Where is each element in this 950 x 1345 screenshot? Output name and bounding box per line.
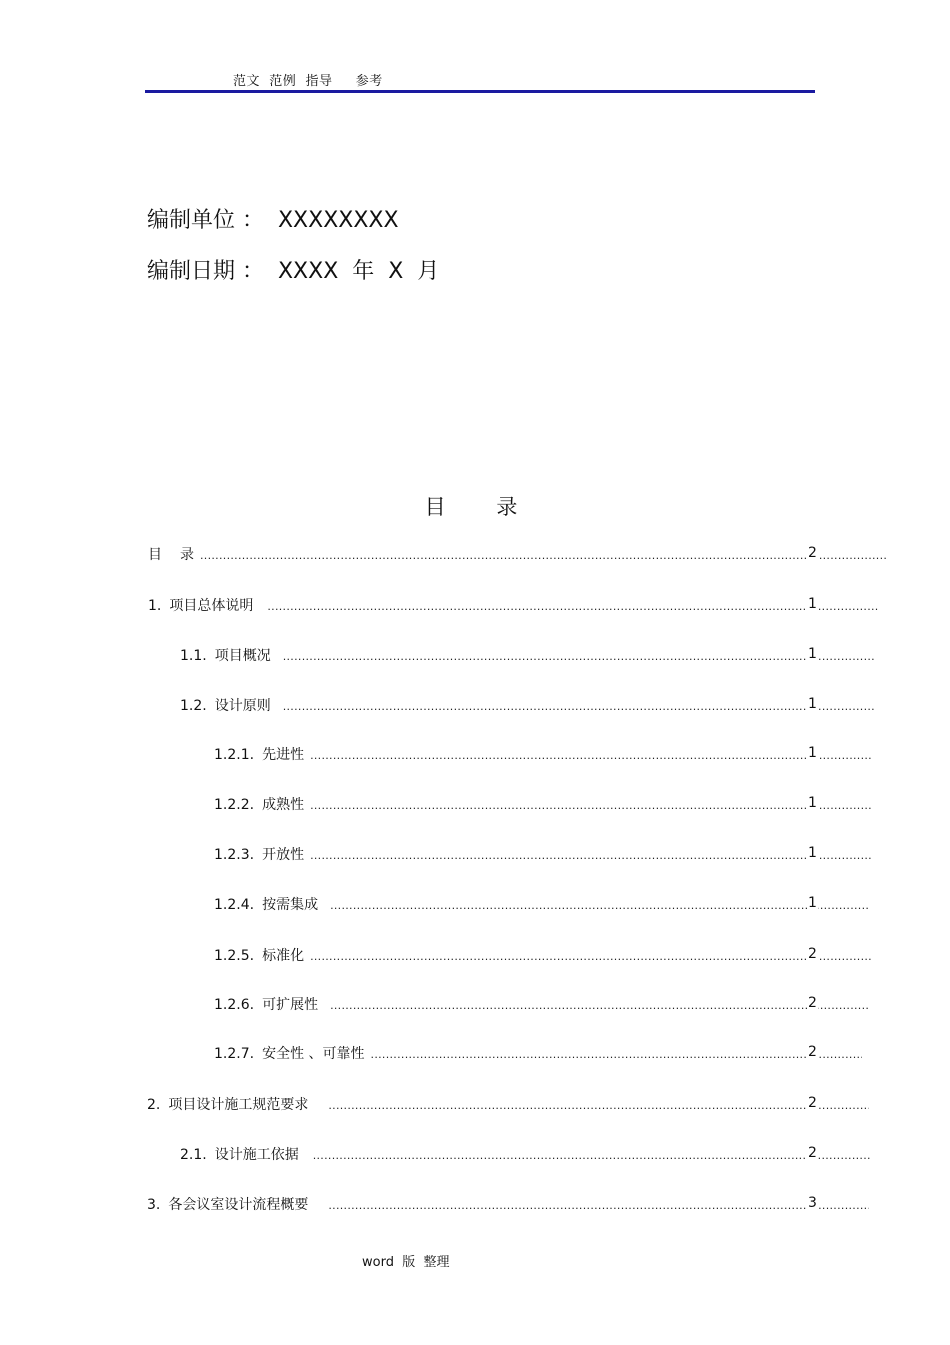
toc-entry-page: 2 xyxy=(808,1044,817,1060)
toc-entry-label: 可扩展性 xyxy=(262,997,319,1013)
toc-leader-dots xyxy=(310,796,871,816)
toc-leader-dots xyxy=(283,697,876,717)
toc-entry-2[interactable] xyxy=(147,1095,869,1115)
toc-entry-1-2-7[interactable] xyxy=(214,1044,862,1064)
toc-entry-page: 2 xyxy=(808,545,817,561)
toc-leader-dots xyxy=(371,1045,862,1065)
toc-entry-label: 标准化 xyxy=(262,948,305,964)
toc-leader-dots xyxy=(330,996,869,1016)
toc-entry-3[interactable] xyxy=(147,1195,869,1215)
header-rule xyxy=(145,90,815,93)
toc-entry-page: 1 xyxy=(808,646,817,662)
toc-entry-number: 1.2.2. xyxy=(214,797,255,813)
toc-entry-label: 设计施工依据 xyxy=(214,1147,299,1163)
toc-entry-label: 先进性 xyxy=(262,747,305,763)
toc-entry-number: 1.2.1. xyxy=(214,747,255,763)
toc-entry-number: 1.2.5. xyxy=(214,948,255,964)
toc-entry-label: 项目设计施工规范要求 xyxy=(168,1097,309,1113)
toc-leader-dots xyxy=(310,846,871,866)
toc-entry-contents[interactable] xyxy=(148,545,888,565)
toc-entry-number: 2. xyxy=(147,1097,161,1113)
toc-entry-label: 各会议室设计流程概要 xyxy=(168,1197,309,1213)
toc-entry-label: 项目总体说明 xyxy=(169,598,254,614)
toc-entry-1-2-2[interactable] xyxy=(214,795,871,815)
toc-entry-2-1[interactable] xyxy=(180,1145,871,1165)
toc-title: 目 录 xyxy=(424,495,540,519)
toc-entry-label: 设计原则 xyxy=(214,698,271,714)
toc-entry-number: 1.2.3. xyxy=(214,847,255,863)
toc-entry-page: 1 xyxy=(808,696,817,712)
toc-leader-dots xyxy=(313,1146,871,1166)
toc-entry-number: 3. xyxy=(147,1197,161,1213)
toc-entry-1[interactable] xyxy=(148,596,878,616)
toc-entry-page: 1 xyxy=(808,895,817,911)
toc-entry-label: 安全性 、可靠性 xyxy=(262,1046,365,1062)
toc-entry-number: 2.1. xyxy=(180,1147,207,1163)
toc-leader-dots xyxy=(328,1196,869,1216)
toc-leader-dots xyxy=(267,597,878,617)
toc-entry-number: 1.2.4. xyxy=(214,897,255,913)
toc-entry-page: 1 xyxy=(808,795,817,811)
toc-entry-label: 成熟性 xyxy=(262,797,305,813)
toc-leader-dots xyxy=(200,546,888,566)
toc-entry-number: 1. xyxy=(148,598,162,614)
toc-leader-dots xyxy=(283,647,876,667)
page-header: 范文 范例 指导 参考 xyxy=(233,74,383,89)
page-footer: word 版 整理 xyxy=(362,1255,450,1270)
toc-entry-number: 目 xyxy=(148,547,162,563)
toc-entry-page: 1 xyxy=(808,596,817,612)
toc-entry-label: 按需集成 xyxy=(262,897,319,913)
toc-entry-1-2-1[interactable] xyxy=(214,745,871,765)
toc-entry-label: 录 xyxy=(180,547,194,563)
toc-entry-1-2-3[interactable] xyxy=(214,845,871,865)
toc-entry-page: 3 xyxy=(808,1195,817,1211)
toc-entry-1-2[interactable] xyxy=(180,696,876,716)
toc-entry-number: 1.2.6. xyxy=(214,997,255,1013)
toc-leader-dots xyxy=(328,1096,869,1116)
toc-entry-number: 1.2.7. xyxy=(214,1046,255,1062)
toc-entry-1-2-6[interactable] xyxy=(214,995,869,1015)
toc-entry-1-2-4[interactable] xyxy=(214,895,869,915)
toc-entry-page: 1 xyxy=(808,745,817,761)
toc-entry-page: 2 xyxy=(808,1145,817,1161)
toc-entry-number: 1.2. xyxy=(180,698,207,714)
toc-entry-page: 2 xyxy=(808,995,817,1011)
compiling-date: 编制日期 ： XXXX 年 X 月 xyxy=(147,259,440,284)
toc-entry-page: 2 xyxy=(808,1095,817,1111)
compiling-unit: 编制单位 ： XXXXXXXX xyxy=(147,208,399,233)
toc-entry-number: 1.1. xyxy=(180,648,207,664)
toc-leader-dots xyxy=(330,896,869,916)
toc-leader-dots xyxy=(310,947,871,967)
toc-leader-dots xyxy=(310,746,871,766)
toc-entry-label: 项目概况 xyxy=(214,648,271,664)
toc-entry-1-2-5[interactable] xyxy=(214,946,871,966)
toc-entry-page: 2 xyxy=(808,946,817,962)
toc-entry-page: 1 xyxy=(808,845,817,861)
toc-entry-1-1[interactable] xyxy=(180,646,876,666)
toc-entry-label: 开放性 xyxy=(262,847,305,863)
